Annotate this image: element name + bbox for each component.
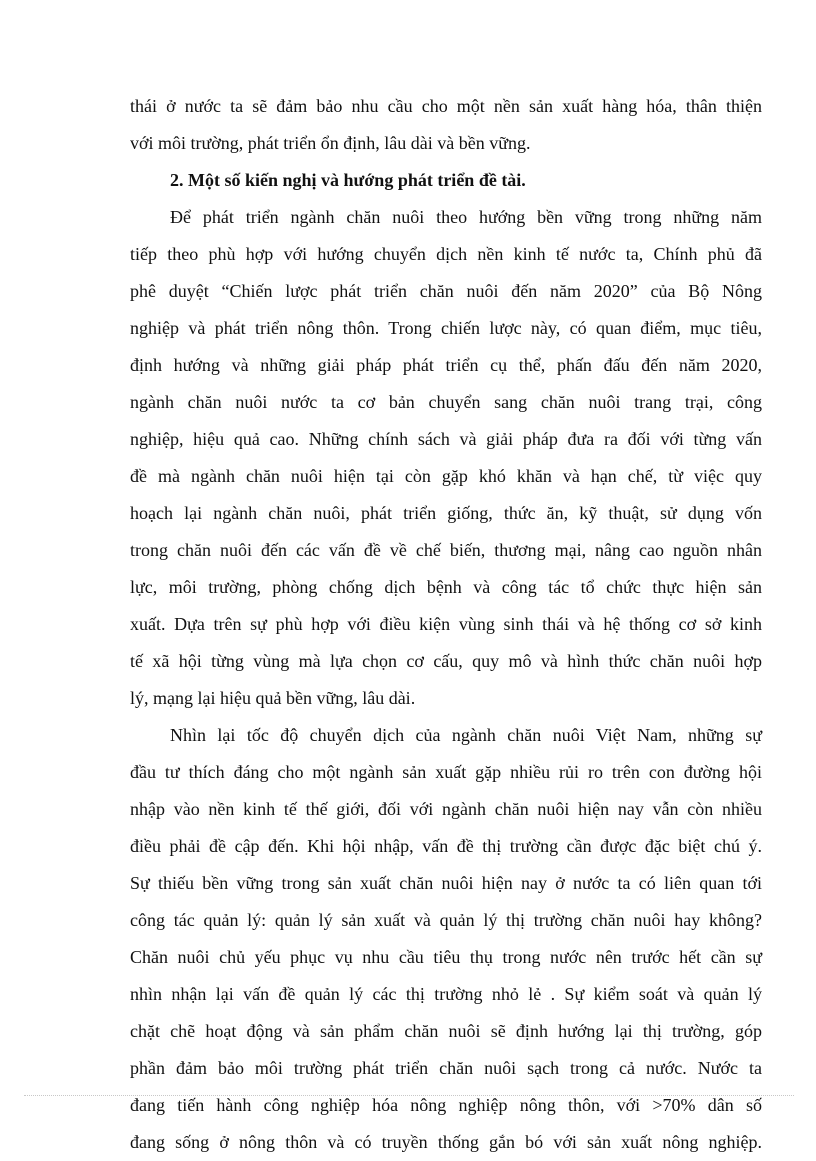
paragraph-continued	[130, 88, 762, 162]
text-line: lý, mạng lại hiệu quả bền vững, lâu dài.	[130, 688, 416, 708]
text-line: hoạch lại ngành chăn nuôi, phát triển giống, thức ăn, kỹ thuật, sử dụng vốn	[130, 503, 762, 523]
text-line: Nhìn lại tốc độ chuyển dịch của ngành chăn nuôi Việt Nam, những sự	[170, 725, 762, 745]
text-line: Chăn nuôi chủ yếu phục vụ nhu cầu tiêu thụ trong nước nên trước hết cần sự	[130, 947, 762, 967]
text-line: Sự thiếu bền vững trong sản xuất chăn nuôi hiện nay ở nước ta có liên quan tới	[130, 873, 762, 893]
text-line: nghiệp, hiệu quả cao. Những chính sách và giải pháp đưa ra đối với từng vấn	[130, 429, 762, 449]
section-heading: 2. Một số kiến nghị và hướng phát triển đề tài.	[170, 170, 526, 190]
text-line: tế xã hội từng vùng mà lựa chọn cơ cấu, quy mô và hình thức chăn nuôi hợp	[130, 651, 762, 671]
text-line: phê duyệt “Chiến lược phát triển chăn nuôi đến năm 2020” của Bộ Nông	[130, 281, 762, 301]
text-line: nhập vào nền kinh tế thế giới, đối với ngành chăn nuôi hiện nay vẫn còn nhiều	[130, 799, 762, 819]
text-line: trong chăn nuôi đến các vấn đề về chế biến, thương mại, nâng cao nguồn nhân	[130, 540, 762, 560]
text-line: đang sống ở nông thôn và có truyền thống gắn bó với sản xuất nông nghiệp.	[130, 1132, 762, 1152]
text-line: thái ở nước ta sẽ đảm bảo nhu cầu cho một nền sản xuất hàng hóa, thân thiện	[130, 96, 762, 116]
page-bottom-divider	[24, 1095, 794, 1096]
text-line: Để phát triển ngành chăn nuôi theo hướng bền vững trong những năm	[170, 207, 762, 227]
text-line: công tác quản lý: quản lý sản xuất và quản lý thị trường chăn nuôi hay không?	[130, 910, 762, 930]
text-line: xuất. Dựa trên sự phù hợp với điều kiện vùng sinh thái và hệ thống cơ sở kinh	[130, 614, 762, 634]
paragraph-strategy	[130, 199, 762, 717]
text-line: ngành chăn nuôi nước ta cơ bản chuyển sang chăn nuôi trang trại, công	[130, 392, 762, 412]
document-body	[130, 88, 762, 1161]
text-line: chặt chẽ hoạt động và sản phẩm chăn nuôi sẽ định hướng lại thị trường, góp	[130, 1021, 762, 1041]
text-line: phần đảm bảo môi trường phát triển chăn nuôi sạch trong cả nước. Nước ta	[130, 1058, 762, 1078]
text-line: định hướng và những giải pháp phát triển cụ thể, phấn đấu đến năm 2020,	[130, 355, 762, 375]
text-line: đang tiến hành công nghiệp hóa nông nghiệp nông thôn, với >70% dân số	[130, 1095, 762, 1115]
text-line: đề mà ngành chăn nuôi hiện tại còn gặp khó khăn và hạn chế, từ việc quy	[130, 466, 762, 486]
text-line: đầu tư thích đáng cho một ngành sản xuất gặp nhiều rủi ro trên con đường hội	[130, 762, 762, 782]
text-line: với môi trường, phát triển ổn định, lâu dài và bền vững.	[130, 133, 531, 153]
text-line: nghiệp và phát triển nông thôn. Trong chiến lược này, có quan điểm, mục tiêu,	[130, 318, 762, 338]
text-line: nhìn nhận lại vấn đề quản lý các thị trường nhỏ lẻ . Sự kiểm soát và quản lý	[130, 984, 762, 1004]
text-line: tiếp theo phù hợp với hướng chuyển dịch nền kinh tế nước ta, Chính phủ đã	[130, 244, 762, 264]
text-line: lực, môi trường, phòng chống dịch bệnh và công tác tổ chức thực hiện sản	[130, 577, 762, 597]
text-line: điều phải đề cập đến. Khi hội nhập, vấn đề thị trường cần được đặc biệt chú ý.	[130, 836, 762, 856]
